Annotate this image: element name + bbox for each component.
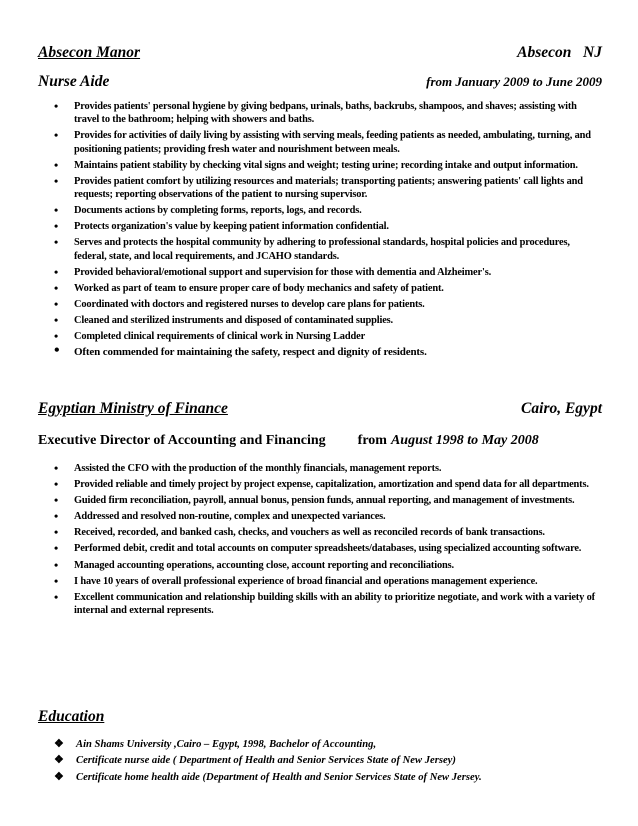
job1-header (38, 44, 602, 62)
list-item: • Provides patient comfort by utilizing resources and materials; transporting patients; answering patients' call lights and requests; reporting observations of the patient to nursing supervisor. (54, 175, 602, 202)
education-header (38, 708, 104, 726)
job1-dates: from January 2009 to June 2009 (426, 74, 602, 89)
list-item: • Maintains patient stability by checking vital signs and weight; testing urine; recording intake and output information. (54, 159, 602, 172)
job1-bullet-list (54, 100, 602, 362)
list-item: • Cleaned and sterilized instruments and disposed of contaminated supplies. (54, 314, 602, 327)
diamond-icon: ❖ (54, 770, 64, 783)
list-item: • I have 10 years of overall professional experience of broad financial and operations management experience. (54, 575, 602, 588)
list-item: • Provided reliable and timely project by project expense, capitalization, amortization and spend data for all departments. (54, 478, 602, 491)
job2-employer: Egyptian Ministry of Finance (38, 400, 228, 417)
job2-header (38, 400, 602, 418)
job2-bullet-list (54, 462, 602, 620)
list-item: • Often commended for maintaining the safety, respect and dignity of residents. (54, 346, 602, 359)
list-item: • Assisted the CFO with the production of the monthly financials, management reports. (54, 462, 602, 475)
job2-location: Cairo, Egypt (521, 400, 602, 417)
job1-location: Absecon NJ (517, 44, 602, 61)
list-item: • Received, recorded, and banked cash, checks, and vouchers as well as reconciled records of bank transactions. (54, 526, 602, 539)
diamond-icon: ❖ (54, 754, 64, 767)
job2-dates: August 1998 to May 2008 (390, 433, 539, 448)
education-item-text: Certificate nurse aide ( Department of Health and Senior Services State of New Jersey) (76, 755, 456, 767)
list-item: • Provides for activities of daily living by assisting with serving meals, feeding patients as needed, ambulating, turning, and positioning patients; providing fresh water and nourishment between meals. (54, 129, 602, 156)
list-item: • Addressed and resolved non-routine, complex and unexpected variances. (54, 510, 602, 523)
list-item: • Excellent communication and relationship building skills with an ability to prioritize negotiate, and work with a variety of internal and external represents. (54, 591, 602, 618)
list-item (54, 738, 614, 751)
list-item: • Completed clinical requirements of clinical work in Nursing Ladder (54, 330, 602, 343)
education-list (54, 738, 614, 787)
list-item (54, 771, 614, 784)
list-item: • Managed accounting operations, accounting close, account reporting and reconciliations. (54, 559, 602, 572)
list-item (54, 754, 614, 767)
education-item-text: Ain Shams University ,Cairo – Egypt, 1998, Bachelor of Accounting, (76, 739, 377, 750)
list-item: • Protects organization's value by keeping patient information confidential. (54, 220, 602, 233)
list-item: • Provides patients' personal hygiene by giving bedpans, urinals, baths, backrubs, shampoos, and shaves; assisting with travel to the bathroom; helping with showers and baths. (54, 100, 602, 127)
job1-title-row (38, 73, 602, 91)
list-item: • Documents actions by completing forms, reports, logs, and records. (54, 204, 602, 217)
job1-employer: Absecon Manor (38, 44, 141, 61)
list-item: • Coordinated with doctors and registered nurses to develop care plans for patients. (54, 298, 602, 311)
list-item: • Serves and protects the hospital community by adhering to professional standards, hospital policies and procedures, federal, state, and local requirements, and JCAHO standards. (54, 236, 602, 263)
diamond-icon: ❖ (54, 738, 64, 750)
education-item-text: Certificate home health aide (Department of Health and Senior Services State of New Jersey. (76, 771, 482, 783)
education-heading: Education (38, 708, 105, 725)
job2-title: Executive Director of Accounting and Financing (38, 433, 326, 448)
list-item: • Guided firm reconciliation, payroll, annual bonus, pension funds, annual reporting, and management of investments. (54, 494, 602, 507)
job1-title: Nurse Aide (38, 73, 110, 90)
job2-from-label: from (357, 433, 387, 448)
list-item: • Worked as part of team to ensure proper care of body mechanics and safety of patient. (54, 282, 602, 295)
list-item: • Provided behavioral/emotional support and supervision for those with dementia and Alzheimer's. (54, 266, 602, 279)
job2-title-row (38, 431, 539, 449)
list-item: • Performed debit, credit and total accounts on computer spreadsheets/databases, using specialized accounting software. (54, 542, 602, 555)
